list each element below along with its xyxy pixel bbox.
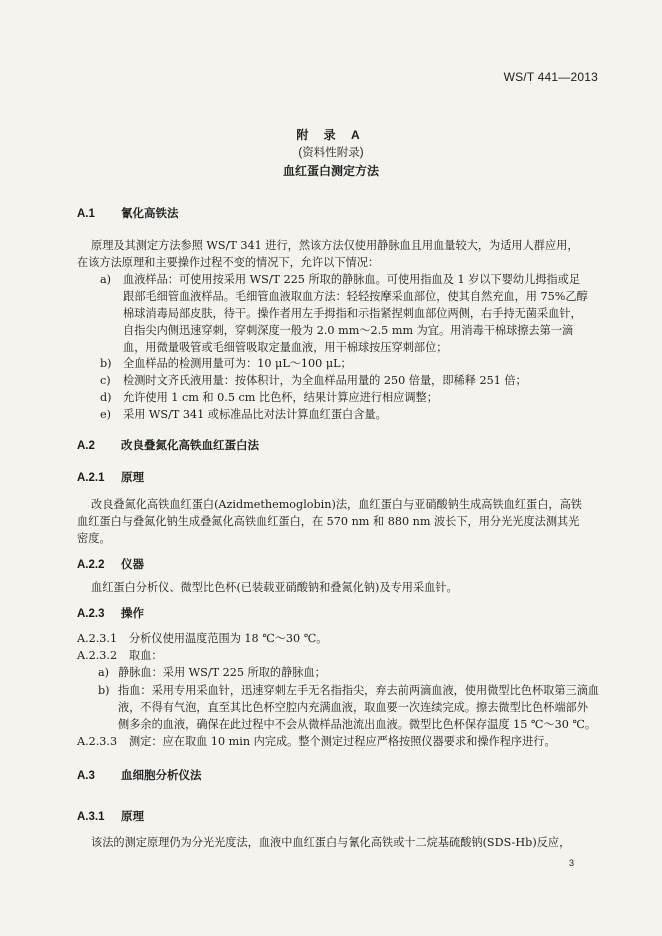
a1-item-a-label: a) [100, 273, 112, 286]
a3-1-line: 该法的测定原理仍为分光光度法，血液中血红蛋白与氰化高铁或十二烷基硫酸钠(SDS-Hb)反应， [91, 836, 571, 849]
a1-item-a-line: 跟部毛细管血液样品。毛细管血液取血方法：轻轻按摩采血部位，使其自然充血，用 75%乙醇 [123, 290, 588, 303]
a1-item-b-line: 全血样品的检测用量可为：10 μL～100 μL； [123, 357, 352, 370]
a1-item-a-line: 血液样品：可使用按采用 WS/T 225 所取的静脉血。可使用指血及 1 岁以下婴幼儿拇指或足 [123, 273, 581, 286]
clause-a2-3-2: A.2.3.2 取血： [77, 649, 163, 662]
subsection-heading-a2-2: A.2.2 仪器 [77, 559, 144, 571]
a2-2-line: 血红蛋白分析仪、微型比色杯(已装载亚硝酸钠和叠氮化钠)及专用采血针。 [91, 581, 458, 594]
a1-item-a-line: 自指尖内侧迅速穿刺，穿刺深度一般为 2.0 mm～2.5 mm 为宜。用消毒干棉球擦去第一滴 [123, 324, 574, 337]
a2-1-line: 密度。 [77, 532, 111, 545]
a2-3-item-b-line: 指血：采用专用采血针，迅速穿刺左手无名指指尖，弃去前两滴血液，使用微型比色杯取第三滴血 [118, 684, 600, 697]
page-number: 3 [568, 858, 574, 868]
standard-code: WS/T 441—2013 [503, 70, 598, 84]
a1-intro-line-2: 在该方法原理和主要操作过程不变的情况下，允许以下情况： [77, 256, 380, 269]
a1-item-d-label: d) [100, 391, 112, 404]
a2-3-item-a-line: 静脉血：采用 WS/T 225 所取的静脉血； [118, 666, 326, 679]
a1-intro-line-1: 原理及其测定方法参照 WS/T 341 进行，然该方法仅使用静脉血且用血量较大，为适用人群应用， [91, 239, 579, 252]
annex-title: 附 录 A [296, 128, 366, 142]
section-heading-a2: A.2 改良叠氮化高铁血红蛋白法 [77, 440, 259, 452]
annex-note: (资料性附录) [298, 147, 364, 159]
a1-item-e-label: e) [100, 408, 111, 421]
clause-a2-3-3: A.2.3.3 测定：应在取血 10 min 内完成。整个测定过程应严格按照仪器要求和操作程序进行。 [77, 735, 556, 748]
a1-item-a-line: 血，用微量吸管或毛细管吸取定量血液，用干棉球按压穿刺部位； [123, 341, 448, 354]
a1-item-a-line: 棉球消毒局部皮肤，待干。操作者用左手拇指和示指紧捏刺血部位两侧，右手持无菌采血针， [123, 307, 582, 320]
a2-3-item-b-line: 侧多余的血液，确保在此过程中不会从微样品池流出血液。微型比色杯保存温度 15 ℃～30 ℃。 [118, 718, 597, 731]
a1-item-b-label: b) [100, 357, 112, 370]
a2-3-item-a-label: a) [98, 666, 110, 679]
subsection-heading-a2-1: A.2.1 原理 [77, 472, 144, 484]
a1-item-e-line: 采用 WS/T 341 或标准品比对法计算血红蛋白含量。 [123, 408, 387, 421]
a2-3-item-b-label: b) [98, 684, 110, 697]
section-heading-a3: A.3 血细胞分析仪法 [77, 770, 202, 782]
a1-item-c-line: 检测时文齐氏液用量：按体积计，为全血样品用量的 250 倍量，即稀释 251 倍； [123, 374, 527, 387]
section-heading-a1: A.1 氰化高铁法 [77, 208, 179, 220]
a1-item-d-line: 允许使用 1 cm 和 0.5 cm 比色杯，结果计算应进行相应调整； [123, 391, 438, 404]
clause-a2-3-1: A.2.3.1 分析仪使用温度范围为 18 ℃～30 ℃。 [77, 632, 328, 645]
subsection-heading-a2-3: A.2.3 操作 [77, 608, 144, 620]
a2-1-line: 改良叠氮化高铁血红蛋白(Azidmethemoglobin)法，血红蛋白与亚硝酸钠生成高铁血红蛋白，高铁 [91, 498, 582, 511]
annex-subtitle: 血红蛋白测定方法 [282, 164, 379, 178]
a2-1-line: 血红蛋白与叠氮化钠生成叠氮化高铁血红蛋白，在 570 nm 和 880 nm 波长下，用分光光度法测其光 [77, 515, 580, 528]
a2-3-item-b-line: 液，不得有气泡，直至其比色杯空腔内充满血液，取血要一次连续完成。擦去微型比色杯端部外 [118, 701, 588, 714]
a1-item-c-label: c) [100, 374, 111, 387]
subsection-heading-a3-1: A.3.1 原理 [77, 811, 144, 823]
